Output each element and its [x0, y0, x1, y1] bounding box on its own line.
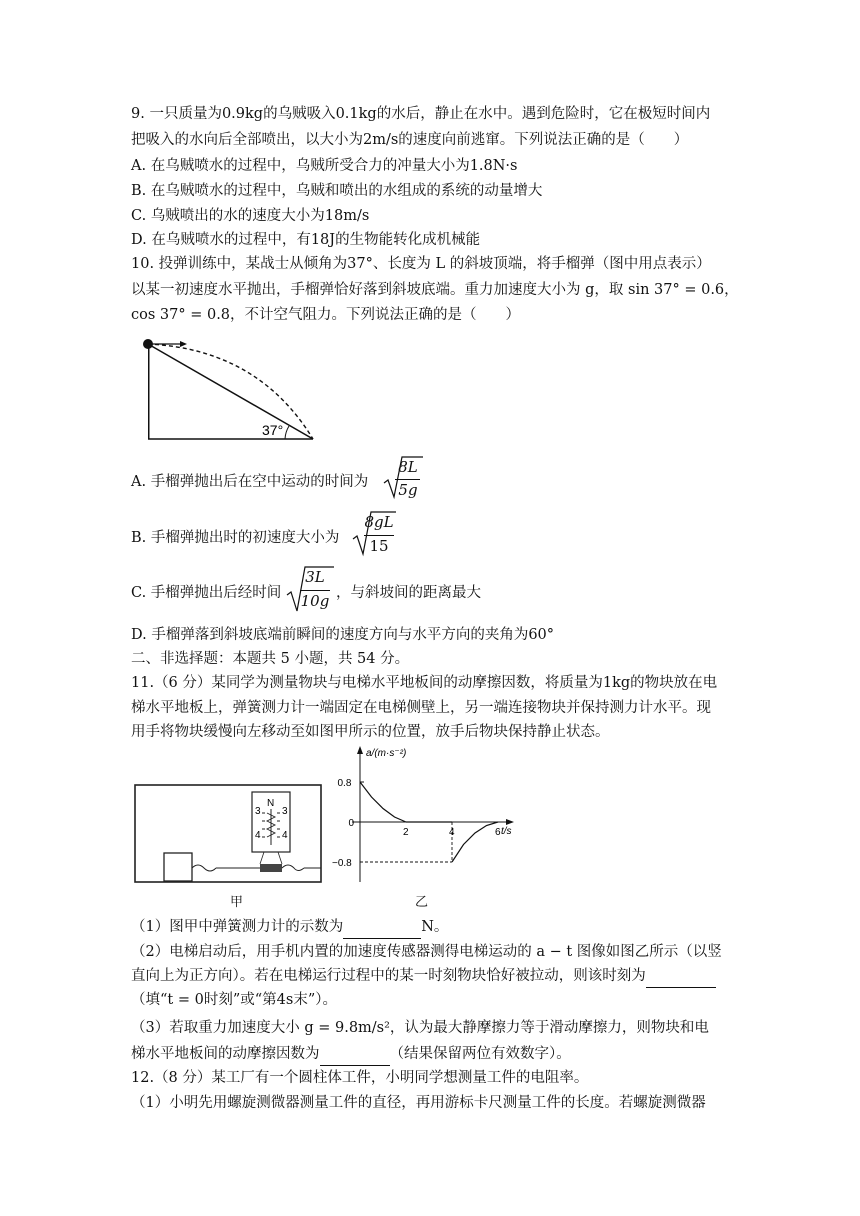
series-line-2: [452, 822, 498, 862]
q9-option-a: A. 在乌贼喷水的过程中，乌贼所受合力的冲量大小为1.8N·s: [131, 158, 518, 174]
q10-a-fraction-bar: [395, 479, 420, 480]
block: [164, 853, 192, 881]
q11-part2-text: 直向上为正方向）。若在电梯运行过程中的某一时刻物块恰好被拉动，则该时刻为: [131, 968, 646, 984]
q11-part2-blank[interactable]: [646, 965, 716, 988]
grenade-dot: [143, 339, 153, 349]
q10-line1: 10. 投弹训练中，某战士从倾角为37°、长度为 L 的斜坡顶端，将手榴弹（图中用点表示）: [131, 256, 711, 272]
y-tick-label-2: −0.8: [332, 858, 352, 869]
slope-incline: [148, 344, 313, 439]
q11-part2-line3: （填“t = 0时刻”或“第4s末”）。: [131, 992, 337, 1008]
figure-jia-label: 甲: [230, 895, 244, 910]
q10-b-numerator: 8gL: [364, 513, 394, 531]
y-tick-label-1: 0: [348, 818, 355, 829]
q12-line1: 12.（8 分）某工厂有一个圆柱体工件，小明同学想测量工件的电阻率。: [131, 1070, 589, 1086]
q11-line1: 11.（6 分）某同学为测量物块与电梯水平地板间的动摩擦因数，将质量为1kg的物块放在电: [131, 675, 718, 691]
gauge-mark-3-left: 3: [255, 806, 261, 817]
q11-part1: [131, 916, 448, 939]
q11-line3: 用手将物块缓慢向左移动至如图甲所示的位置，放手后物块保持静止状态。: [131, 724, 610, 740]
y-tick-label-0: 0.8: [337, 778, 352, 789]
q11-part2-line2: [131, 965, 716, 988]
a-t-chart: [330, 742, 530, 887]
x-axis-label: t/s: [501, 826, 512, 837]
q10-option-c-suffix: ，与斜坡间的距离最大: [336, 585, 481, 601]
q9-line2: 把吸入的水向后全部喷出，以大小为2m/s的速度向前逃窜。下列说法正确的是（ ）: [131, 132, 689, 148]
q9-line1: 9. 一只质量为0.9kg的乌贼吸入0.1kg的水后，静止在水中。遇到危险时，它在极短时间内: [131, 106, 711, 122]
q11-part3-line1: （3）若取重力加速度大小 g = 9.8m/s²，认为最大静摩擦力等于滑动摩擦力，则物块和电: [131, 1020, 709, 1036]
q11-part3-text: 梯水平地板间的动摩擦因数为: [131, 1046, 320, 1062]
x-tick-label-2: 2: [403, 827, 409, 838]
angle-label: 37°: [262, 422, 284, 438]
q10-c-numerator: 3L: [305, 568, 325, 586]
q10-option-b: B. 手榴弹抛出时的初速度大小为: [131, 530, 340, 546]
x-axis-arrow-icon: [506, 819, 514, 825]
q10-c-denominator: 10g: [300, 592, 330, 610]
angle-arc: [285, 426, 289, 439]
q10-c-fraction-bar: [300, 590, 330, 591]
y-axis-label: a/(m·s⁻²): [366, 748, 407, 759]
q10-option-d: D. 手榴弹落到斜坡底端前瞬间的速度方向与水平方向的夹角为60°: [131, 627, 555, 643]
arrowhead-icon: [180, 341, 187, 347]
figure-yi-label: 乙: [415, 895, 429, 910]
slope-figure: [138, 334, 318, 444]
q11-line2: 梯水平地板上，弹簧测力计一端固定在电梯侧壁上，另一端连接物块并保持测力计水平。现: [131, 700, 711, 716]
q10-line2: 以某一初速度水平抛出，手榴弹恰好落到斜坡底端。重力加速度大小为 g，取 sin 37° = 0.6，: [131, 282, 739, 298]
x-tick-label-6: 6: [495, 827, 501, 838]
slope-vertical-edge: [148, 344, 150, 439]
q9-option-c: C. 乌贼喷出的水的速度大小为18m/s: [131, 208, 370, 224]
gauge-mark-3-right: 3: [282, 806, 288, 817]
q10-option-a: A. 手榴弹抛出后在空中运动的时间为: [131, 474, 369, 490]
q11-part1-unit: N。: [421, 919, 449, 935]
q11-part1-text: （1）图甲中弹簧测力计的示数为: [131, 919, 344, 935]
connector-hook: [192, 865, 216, 871]
spring-scale-body: [260, 864, 282, 872]
q10-a-denominator: 5g: [398, 481, 418, 499]
series-line-0: [360, 782, 406, 822]
q10-option-c-prefix: C. 手榴弹抛出后经时间: [131, 585, 282, 601]
section-2-heading: 二、非选择题：本题共 5 小题，共 54 分。: [131, 651, 410, 667]
gauge-mark-4-right: 4: [282, 830, 288, 841]
y-axis-arrow-icon: [357, 746, 363, 754]
q11-part2-line1: （2）电梯启动后，用手机内置的加速度传感器测得电梯运动的 a − t 图像如图乙所示（以竖: [131, 944, 722, 960]
q9-option-b: B. 在乌贼喷水的过程中，乌贼和喷出的水组成的系统的动量增大: [131, 183, 543, 199]
q10-b-denominator: 15: [369, 537, 389, 555]
gauge-mark-4-left: 4: [255, 830, 261, 841]
q10-a-numerator: 8L: [398, 458, 418, 476]
q11-part3-line2: [131, 1043, 571, 1066]
gauge-unit: N: [267, 798, 275, 809]
q11-part1-blank[interactable]: [343, 916, 421, 939]
q12-line2: （1）小明先用螺旋测微器测量工件的直径，再用游标卡尺测量工件的长度。若螺旋测微器: [131, 1095, 706, 1111]
q9-option-d: D. 在乌贼喷水的过程中，有18J的生物能转化成机械能: [131, 232, 481, 248]
q10-line3: cos 37° = 0.8，不计空气阻力。下列说法正确的是（ ）: [131, 307, 521, 323]
x-tick-label-4: 4: [449, 827, 455, 838]
q10-b-fraction-bar: [364, 535, 394, 536]
figure-jia-elevator: [134, 765, 324, 885]
q11-part3-note: （结果保留两位有效数字）。: [389, 1046, 571, 1062]
q11-part3-blank[interactable]: [320, 1043, 390, 1066]
